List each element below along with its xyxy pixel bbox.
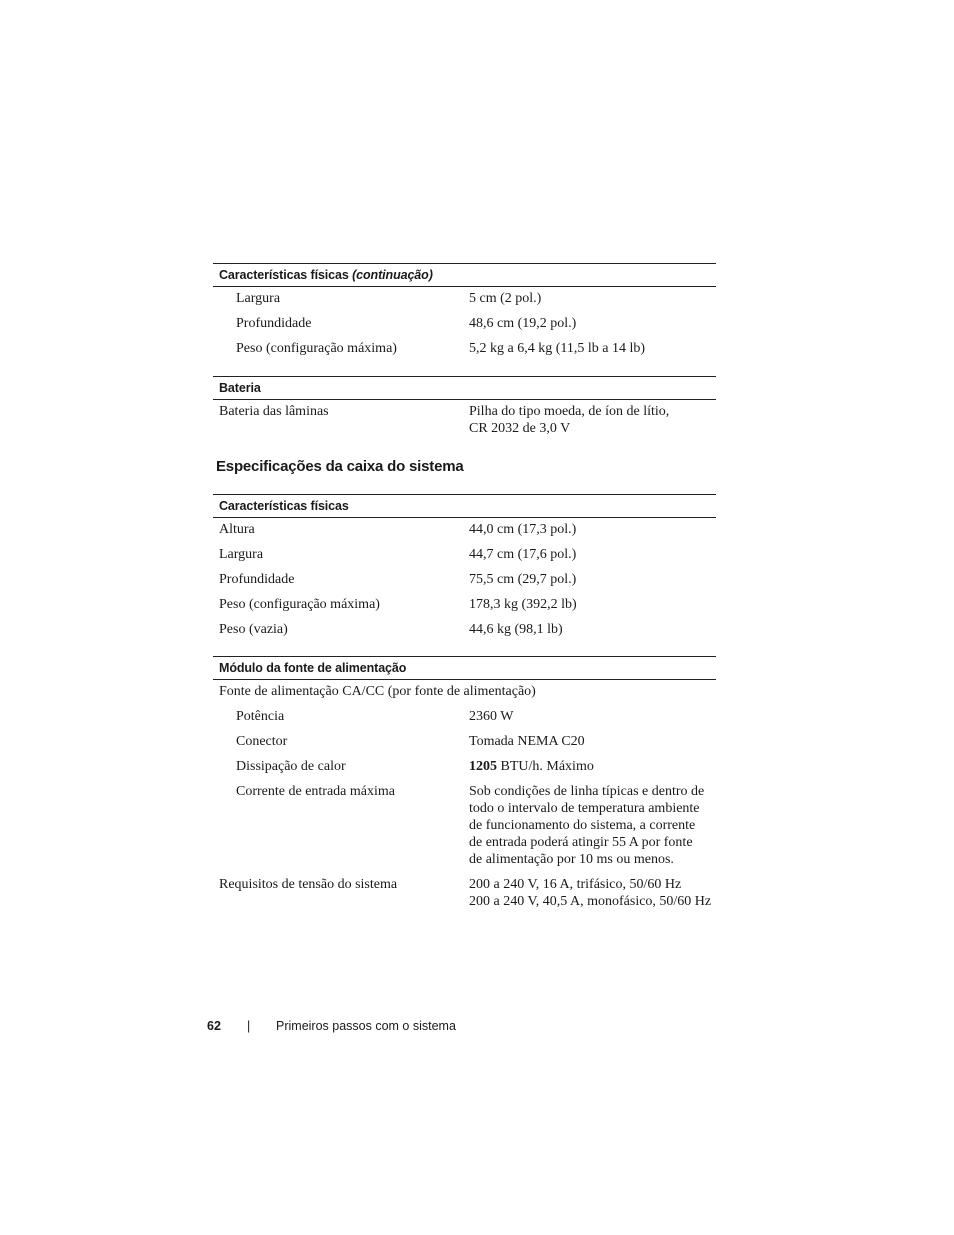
table-header: Módulo da fonte de alimentação [213, 656, 716, 680]
table-row: Altura 44,0 cm (17,3 pol.) [219, 522, 577, 537]
enclosure-physical-characteristics-table [213, 494, 716, 638]
table-header: Bateria [213, 376, 716, 400]
battery-table [213, 376, 716, 437]
table-row: Profundidade 48,6 cm (19,2 pol.) [236, 316, 577, 331]
table-row: Largura 44,7 cm (17,6 pol.) [219, 547, 577, 562]
power-supply-module-table [213, 656, 716, 910]
table-row: Corrente de entrada máxima Sob condições de linha típicas e dentro de todo o intervalo de temperatura ambiente de funcionamento do sistema, a corrente de entrada poderá atingir 55 A por fonte de alimentação por 10 ms ou menos. [236, 784, 705, 867]
page-number: 62 [207, 1019, 221, 1033]
table-row: Peso (configuração máxima) 178,3 kg (392,2 lb) [219, 597, 577, 612]
footer-separator: | [247, 1019, 251, 1033]
table-row: Peso (configuração máxima) 5,2 kg a 6,4 kg (11,5 lb a 14 lb) [236, 341, 646, 356]
table-header: Características físicas (continuação) [213, 263, 716, 287]
section-title: Especificações da caixa do sistema [216, 458, 464, 475]
table-row: Peso (vazia) 44,6 kg (98,1 lb) [219, 622, 563, 637]
table-row: Fonte de alimentação CA/CC (por fonte de alimentação) [219, 684, 536, 699]
footer-title: Primeiros passos com o sistema [276, 1019, 456, 1033]
table-row: Largura 5 cm (2 pol.) [236, 291, 542, 306]
table-row: Dissipação de calor 1205 BTU/h. Máximo [236, 759, 594, 774]
table-header: Características físicas [213, 494, 716, 518]
table-row: Potência 2360 W [236, 709, 514, 724]
physical-characteristics-continued-table [213, 263, 716, 372]
table-row: Bateria das lâminas Pilha do tipo moeda, de íon de lítio, CR 2032 de 3,0 V [219, 404, 670, 436]
table-row: Conector Tomada NEMA C20 [236, 734, 585, 749]
table-row: Requisitos de tensão do sistema 200 a 240 V, 16 A, trifásico, 50/60 Hz 200 a 240 V, 40,5 A, monofásico, 50/60 Hz [219, 877, 712, 909]
page-footer [207, 1019, 456, 1033]
table-row: Profundidade 75,5 cm (29,7 pol.) [219, 572, 577, 587]
